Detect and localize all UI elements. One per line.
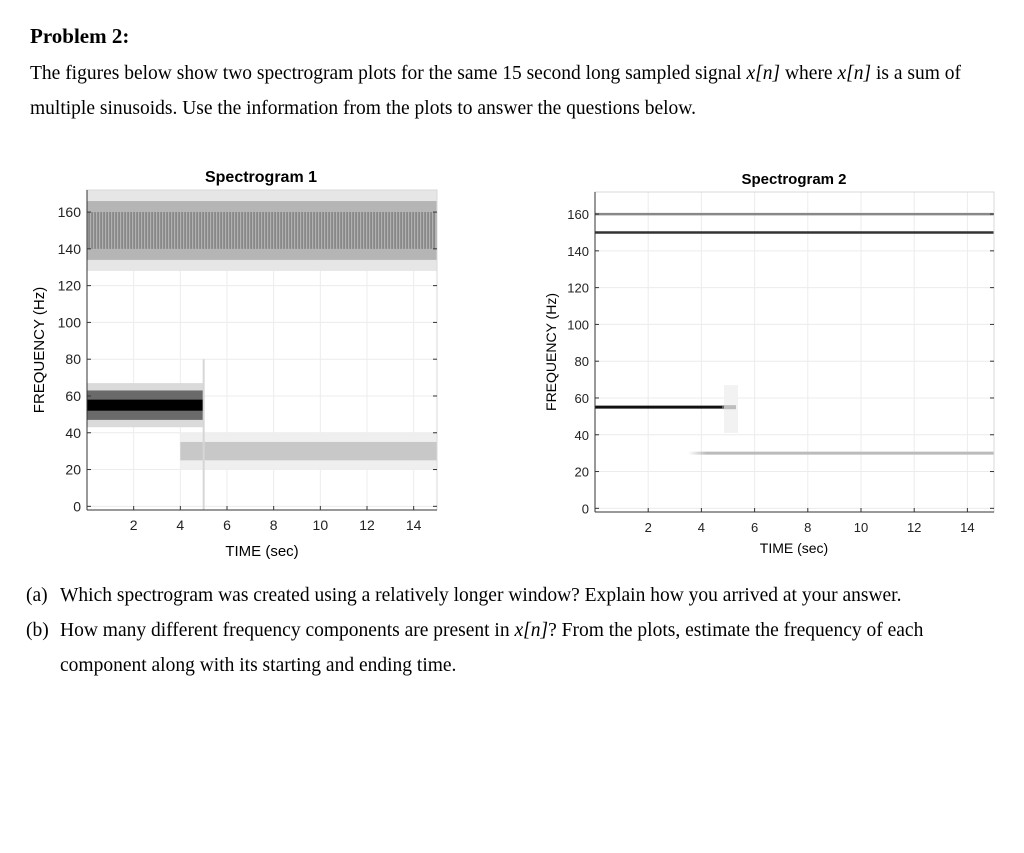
spectrogram-2 bbox=[543, 171, 994, 556]
y-tick-label: 140 bbox=[57, 240, 81, 257]
x-tick-label: 8 bbox=[804, 520, 812, 535]
spectrogram-figure bbox=[0, 160, 1024, 570]
chart-title: Spectrogram 2 bbox=[741, 171, 847, 188]
spectral-band bbox=[87, 400, 204, 411]
y-tick-label: 0 bbox=[581, 501, 589, 517]
y-tick-label: 140 bbox=[567, 243, 589, 259]
intro-text: The figures below show two spectrogram plots for the same 15 second long sampled signal bbox=[30, 63, 747, 84]
intro-text: where bbox=[780, 63, 838, 84]
question-label: (b) bbox=[26, 620, 49, 641]
x-tick-label: 2 bbox=[129, 517, 138, 533]
x-axis-label: TIME (sec) bbox=[759, 540, 829, 556]
problem-title: Problem 2: bbox=[30, 24, 130, 48]
x-tick-label: 10 bbox=[853, 520, 869, 535]
y-tick-label: 60 bbox=[65, 387, 81, 404]
question-label: (a) bbox=[26, 585, 48, 606]
question-text: Which spectrogram was created using a relatively longer window? Explain how you arrived at your answer. bbox=[60, 585, 902, 606]
y-tick-label: 20 bbox=[65, 461, 81, 478]
y-tick-label: 160 bbox=[567, 207, 589, 223]
x-tick-label: 2 bbox=[644, 520, 652, 535]
question-text: ? From the plots, estimate the frequency of each component along with its starting and ending time. bbox=[60, 620, 924, 676]
spectral-line bbox=[688, 452, 994, 455]
y-tick-label: 0 bbox=[73, 498, 81, 515]
math-signal: x[n] bbox=[514, 620, 549, 641]
y-tick-label: 20 bbox=[574, 464, 589, 480]
y-tick-label: 100 bbox=[567, 317, 589, 333]
questions-list bbox=[26, 578, 1006, 683]
y-tick-label: 40 bbox=[65, 424, 81, 441]
x-tick-label: 10 bbox=[312, 517, 329, 533]
y-axis-label: FREQUENCY (Hz) bbox=[543, 293, 559, 411]
x-tick-label: 14 bbox=[405, 517, 422, 533]
x-tick-label: 12 bbox=[359, 517, 375, 533]
spectral-band bbox=[87, 212, 437, 249]
x-tick-label: 4 bbox=[697, 520, 706, 535]
chart-title: Spectrogram 1 bbox=[204, 169, 318, 186]
y-tick-label: 40 bbox=[574, 427, 589, 443]
y-axis-label: FREQUENCY (Hz) bbox=[31, 286, 48, 414]
y-tick-label: 80 bbox=[574, 354, 589, 370]
x-axis-label: TIME (sec) bbox=[225, 543, 299, 560]
y-tick-label: 120 bbox=[567, 280, 589, 296]
math-signal: x[n] bbox=[837, 63, 872, 84]
question-text: How many different frequency components are present in bbox=[60, 620, 515, 641]
x-tick-label: 8 bbox=[269, 517, 278, 533]
plot-area bbox=[595, 192, 994, 512]
y-tick-label: 120 bbox=[57, 277, 81, 294]
spectral-band bbox=[180, 442, 437, 460]
y-tick-label: 80 bbox=[65, 351, 81, 368]
x-tick-label: 12 bbox=[906, 520, 922, 535]
x-tick-label: 4 bbox=[176, 517, 185, 533]
question-b bbox=[26, 613, 1006, 683]
math-signal: x[n] bbox=[746, 63, 781, 84]
spectrogram-1 bbox=[31, 169, 437, 560]
y-tick-label: 100 bbox=[57, 314, 81, 331]
intro-text: is a sum of multiple sinusoids. Use the information from the plots to answer the questions below. bbox=[30, 63, 961, 119]
y-tick-label: 60 bbox=[574, 390, 589, 406]
x-tick-label: 6 bbox=[750, 520, 759, 535]
y-tick-label: 160 bbox=[57, 204, 81, 221]
x-tick-label: 14 bbox=[960, 520, 975, 535]
question-a bbox=[26, 578, 1006, 613]
x-tick-label: 6 bbox=[223, 517, 231, 533]
problem-intro bbox=[30, 56, 1005, 126]
